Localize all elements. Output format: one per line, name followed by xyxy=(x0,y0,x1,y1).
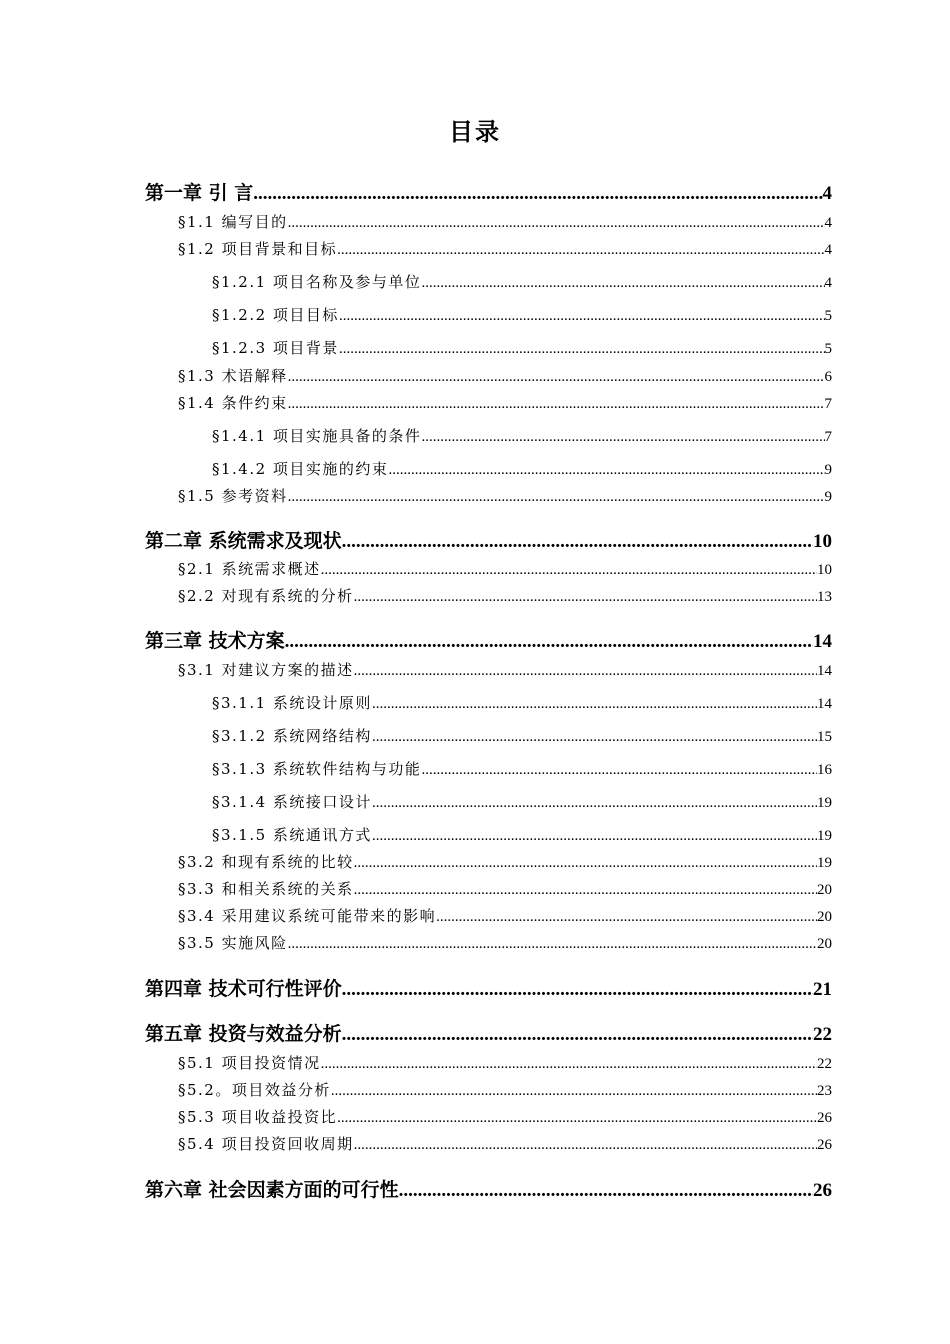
toc-entry-label: §3.1.2 系统网络结构 xyxy=(212,727,372,745)
toc-entry-label: §5.1 项目投资情况 xyxy=(178,1054,321,1072)
toc-chapter-entry[interactable] xyxy=(145,628,832,654)
toc-page-number: 4 xyxy=(824,215,832,231)
toc-leader-dots xyxy=(342,977,813,1002)
toc-page-number: 13 xyxy=(817,589,832,605)
toc-section-entry[interactable] xyxy=(178,932,832,954)
toc-entry-label: §3.1.4 系统接口设计 xyxy=(212,793,372,811)
toc-page-number: 4 xyxy=(824,242,832,258)
toc-page-number: 4 xyxy=(822,183,832,204)
toc-leader-dots xyxy=(436,906,817,927)
toc-page-number: 26 xyxy=(813,1180,832,1201)
toc-entry-label: 第六章 社会因素方面的可行性 xyxy=(145,1179,399,1201)
toc-section-entry[interactable] xyxy=(212,304,832,326)
toc-leader-dots xyxy=(321,559,817,580)
toc-leader-dots xyxy=(253,181,822,206)
toc-leader-dots xyxy=(339,305,825,326)
toc-leader-dots xyxy=(288,393,825,414)
toc-page-number: 4 xyxy=(824,275,832,291)
toc-leader-dots xyxy=(354,852,817,873)
toc-chapter-entry[interactable] xyxy=(145,976,832,1002)
toc-section-entry[interactable] xyxy=(178,238,832,260)
toc-leader-dots xyxy=(354,660,817,681)
toc-entry-label: §5.3 项目收益投资比 xyxy=(178,1108,338,1126)
toc-page-number: 23 xyxy=(817,1083,832,1099)
toc-section-entry[interactable] xyxy=(212,458,832,480)
toc-section-entry[interactable] xyxy=(178,659,832,681)
toc-page-number: 26 xyxy=(817,1110,832,1126)
toc-page-number: 9 xyxy=(824,462,832,478)
toc-entry-label: §1.4.1 项目实施具备的条件 xyxy=(212,427,422,445)
toc-chapter-entry[interactable] xyxy=(145,528,832,554)
toc-entry-label: §3.4 采用建议系统可能带来的影响 xyxy=(178,907,437,925)
toc-leader-dots xyxy=(372,693,817,714)
toc-section-entry[interactable] xyxy=(212,337,832,359)
toc-entry-label: §3.3 和相关系统的关系 xyxy=(178,880,354,898)
toc-entry-label: §3.5 实施风险 xyxy=(178,934,288,952)
toc-page-number: 19 xyxy=(817,828,832,844)
toc-leader-dots xyxy=(342,529,813,554)
toc-entry-label: §5.4 项目投资回收周期 xyxy=(178,1135,354,1153)
toc-page-number: 21 xyxy=(813,979,832,1000)
page-title: 目录 xyxy=(449,118,501,146)
toc-leader-dots xyxy=(288,486,825,507)
toc-entry-label: §1.2.1 项目名称及参与单位 xyxy=(212,273,422,291)
toc-entry-label: §3.1.1 系统设计原则 xyxy=(212,694,372,712)
toc-leader-dots xyxy=(421,272,824,293)
toc-page-number: 10 xyxy=(817,562,832,578)
toc-leader-dots xyxy=(372,825,817,846)
toc-page-number: 20 xyxy=(817,882,832,898)
toc-leader-dots xyxy=(354,879,817,900)
toc-page-number: 5 xyxy=(824,308,832,324)
toc-entry-label: §1.2.3 项目背景 xyxy=(212,339,339,357)
toc-page-number: 14 xyxy=(817,663,832,679)
toc-leader-dots xyxy=(421,759,817,780)
toc-section-entry[interactable] xyxy=(178,558,832,580)
toc-entry-label: 第五章 投资与效益分析 xyxy=(145,1023,342,1045)
toc-leader-dots xyxy=(339,338,825,359)
toc-entry-label: §3.1.5 系统通讯方式 xyxy=(212,826,372,844)
toc-leader-dots xyxy=(354,1134,817,1155)
toc-leader-dots xyxy=(288,366,825,387)
toc-entry-label: §3.2 和现有系统的比较 xyxy=(178,853,354,871)
toc-section-entry[interactable] xyxy=(178,1106,832,1128)
toc-page-number: 20 xyxy=(817,936,832,952)
toc-entry-label: §5.2。项目效益分析 xyxy=(178,1081,331,1099)
toc-page-number: 22 xyxy=(813,1024,832,1045)
toc-section-entry[interactable] xyxy=(178,392,832,414)
toc-entry-label: §3.1.3 系统软件结构与功能 xyxy=(212,760,422,778)
toc-entry-label: 第二章 系统需求及现状 xyxy=(145,530,342,552)
toc-section-entry[interactable] xyxy=(178,1133,832,1155)
toc-entry-label: 第三章 技术方案 xyxy=(145,630,285,652)
toc-page-number: 14 xyxy=(813,631,832,652)
toc-section-entry[interactable] xyxy=(178,1052,832,1074)
toc-page-number: 26 xyxy=(817,1137,832,1153)
toc-section-entry[interactable] xyxy=(212,824,832,846)
toc-chapter-entry[interactable] xyxy=(145,1177,832,1203)
toc-leader-dots xyxy=(288,933,817,954)
toc-leader-dots xyxy=(388,459,824,480)
toc-leader-dots xyxy=(285,629,813,654)
toc-page-number: 14 xyxy=(817,696,832,712)
toc-page-number: 20 xyxy=(817,909,832,925)
toc-leader-dots xyxy=(372,726,817,747)
toc-chapter-entry[interactable] xyxy=(145,1021,832,1047)
toc-page-number: 7 xyxy=(824,429,832,445)
toc-entry-label: §1.3 术语解释 xyxy=(178,367,288,385)
toc-page-number: 22 xyxy=(817,1056,832,1072)
toc-leader-dots xyxy=(337,239,824,260)
toc-section-entry[interactable] xyxy=(178,851,832,873)
toc-page-number: 5 xyxy=(824,341,832,357)
toc-section-entry[interactable] xyxy=(178,1079,832,1101)
toc-page-number: 19 xyxy=(817,855,832,871)
toc-page-number: 15 xyxy=(817,729,832,745)
toc-entry-label: §1.2.2 项目目标 xyxy=(212,306,339,324)
toc-section-entry[interactable] xyxy=(212,725,832,747)
toc-entry-label: §2.1 系统需求概述 xyxy=(178,560,321,578)
toc-leader-dots xyxy=(354,586,817,607)
toc-section-entry[interactable] xyxy=(212,758,832,780)
toc-section-entry[interactable] xyxy=(212,271,832,293)
toc-section-entry[interactable] xyxy=(178,585,832,607)
toc-section-entry[interactable] xyxy=(178,365,832,387)
toc-entry-label: §1.4.2 项目实施的约束 xyxy=(212,460,389,478)
toc-entry-label: 第一章 引 言 xyxy=(145,182,254,204)
toc-leader-dots xyxy=(421,426,824,447)
toc-entry-label: §2.2 对现有系统的分析 xyxy=(178,587,354,605)
toc-chapter-entry[interactable] xyxy=(145,180,832,206)
toc-entry-label: §3.1 对建议方案的描述 xyxy=(178,661,354,679)
toc-page-number: 7 xyxy=(824,396,832,412)
toc-section-entry[interactable] xyxy=(212,791,832,813)
toc-section-entry[interactable] xyxy=(178,211,832,233)
toc-page-number: 10 xyxy=(813,531,832,552)
toc-leader-dots xyxy=(399,1178,813,1203)
toc-leader-dots xyxy=(337,1107,817,1128)
toc-entry-label: §1.1 编写目的 xyxy=(178,213,288,231)
toc-section-entry[interactable] xyxy=(212,425,832,447)
toc-page-number: 19 xyxy=(817,795,832,811)
toc-leader-dots xyxy=(321,1053,817,1074)
toc-page-number: 16 xyxy=(817,762,832,778)
toc-entry-label: §1.4 条件约束 xyxy=(178,394,288,412)
toc-section-entry[interactable] xyxy=(178,485,832,507)
toc-section-entry[interactable] xyxy=(178,905,832,927)
toc-page-number: 6 xyxy=(824,369,832,385)
toc-leader-dots xyxy=(372,792,817,813)
toc-section-entry[interactable] xyxy=(212,692,832,714)
toc-section-entry[interactable] xyxy=(178,878,832,900)
toc-leader-dots xyxy=(331,1080,817,1101)
toc-entry-label: §1.2 项目背景和目标 xyxy=(178,240,338,258)
toc-page-number: 9 xyxy=(824,489,832,505)
toc-entry-label: 第四章 技术可行性评价 xyxy=(145,978,342,1000)
toc-leader-dots xyxy=(288,212,825,233)
toc-leader-dots xyxy=(342,1022,813,1047)
toc-entry-label: §1.5 参考资料 xyxy=(178,487,288,505)
